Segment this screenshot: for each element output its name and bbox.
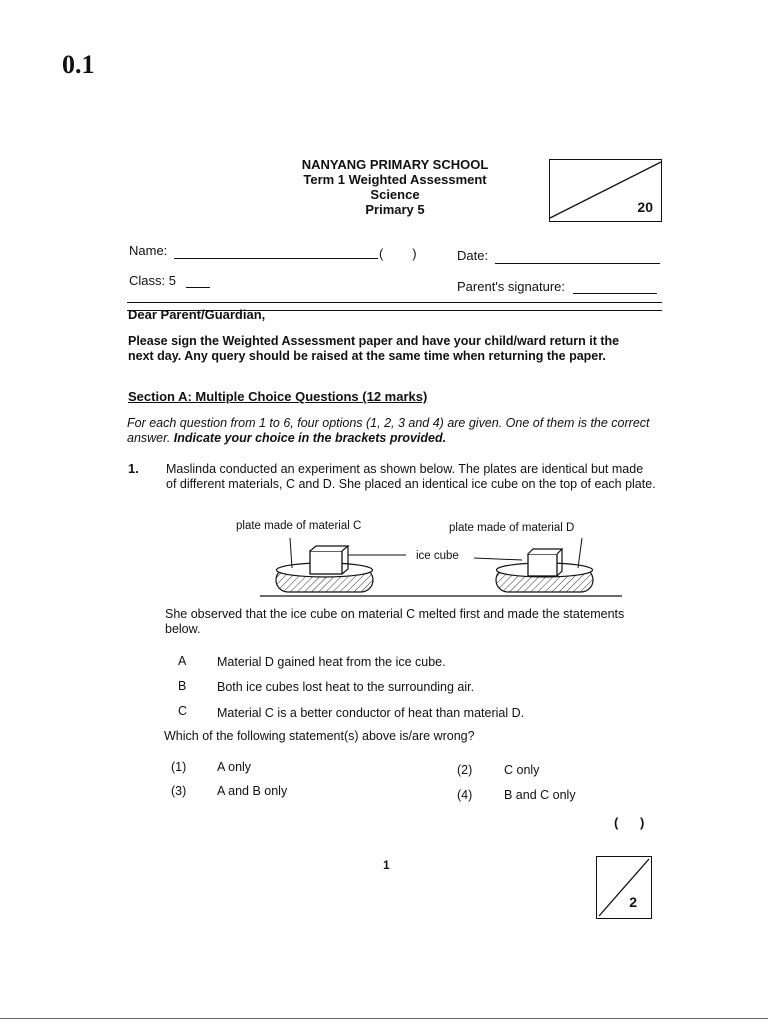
date-field[interactable] (495, 263, 660, 264)
section-title: Section A: Multiple Choice Questions (12 marks) (128, 389, 428, 404)
score-box[interactable] (549, 159, 662, 222)
ice-cube-d (528, 549, 562, 576)
question-text: Maslinda conducted an experiment as shown below. The plates are identical but made of different materials, C and D. She placed an identical ice cube on the top of each plate. (166, 462, 656, 491)
assessment-name: Term 1 Weighted Assessment (303, 172, 487, 187)
ice-cube-c (310, 546, 348, 574)
date-label: Date: (457, 248, 489, 263)
question-mark-box[interactable] (596, 856, 652, 919)
level-name: Primary 5 (365, 202, 425, 217)
version-label: 0.1 (62, 50, 95, 79)
option-text-2[interactable]: C only (504, 763, 540, 777)
statement-letter-c: C (178, 704, 188, 718)
statement-letter-b: B (178, 679, 187, 693)
parent-signature-field[interactable] (573, 293, 657, 294)
option-text-3[interactable]: A and B only (217, 784, 288, 798)
answer-brackets[interactable]: ( ) (614, 815, 645, 830)
statement-letter-a: A (178, 654, 187, 668)
statement-text-b: Both ice cubes lost heat to the surrounding air. (217, 680, 475, 694)
statement-text-a: Material D gained heat from the ice cube. (217, 655, 446, 669)
divider-thin (127, 302, 662, 303)
option-text-4[interactable]: B and C only (504, 788, 576, 802)
question-number: 1. (128, 461, 139, 476)
mark-box-diagonal (597, 857, 651, 918)
experiment-diagram (260, 530, 630, 605)
name-field[interactable] (174, 258, 378, 259)
paper-header (280, 157, 510, 217)
parent-instruction: Please sign the Weighted Assessment paper and have your child/ward return it the next day. Any query should be raised at the same time when returning the paper. (128, 334, 620, 363)
score-total: 20 (637, 199, 653, 215)
subject-name: Science (370, 187, 420, 202)
mark-box-total: 2 (629, 894, 637, 910)
label-material-c: plate made of material C (236, 520, 362, 532)
option-number-2: (2) (457, 763, 473, 777)
question-prompt: Which of the following statement(s) above is/are wrong? (164, 729, 475, 743)
observation-text: She observed that the ice cube on material C melted first and made the statements below. (165, 607, 625, 636)
label-ice-cube: ice cube (416, 550, 459, 562)
section-instruction-text: For each question from 1 to 6, four options (1, 2, 3 and 4) are given. One of them is the correct answer. (127, 416, 650, 445)
section-instruction-emphasis: Indicate your choice in the brackets provided. (173, 431, 447, 445)
section-instruction (127, 416, 662, 446)
greeting: Dear Parent/Guardian, (128, 307, 266, 322)
page-bottom-edge (0, 1018, 768, 1019)
school-name: NANYANG PRIMARY SCHOOL (301, 157, 489, 172)
option-text-1[interactable]: A only (217, 760, 252, 774)
option-number-4: (4) (457, 788, 473, 802)
pointer-ice-cube-d (474, 558, 522, 560)
option-number-1: (1) (171, 760, 187, 774)
pointer-d (578, 538, 582, 568)
parent-signature-label: Parent's signature: (457, 279, 565, 294)
class-field[interactable] (186, 287, 210, 288)
index-number-brackets[interactable]: ( ) (379, 246, 417, 261)
label-material-d: plate made of material D (449, 522, 575, 534)
class-label: Class: 5 (129, 273, 176, 288)
statement-text-c: Material C is a better conductor of heat than material D. (217, 706, 525, 720)
name-label: Name: (129, 243, 168, 258)
page-number: 1 (383, 858, 390, 872)
option-number-3: (3) (171, 784, 187, 798)
pointer-c (290, 538, 292, 568)
